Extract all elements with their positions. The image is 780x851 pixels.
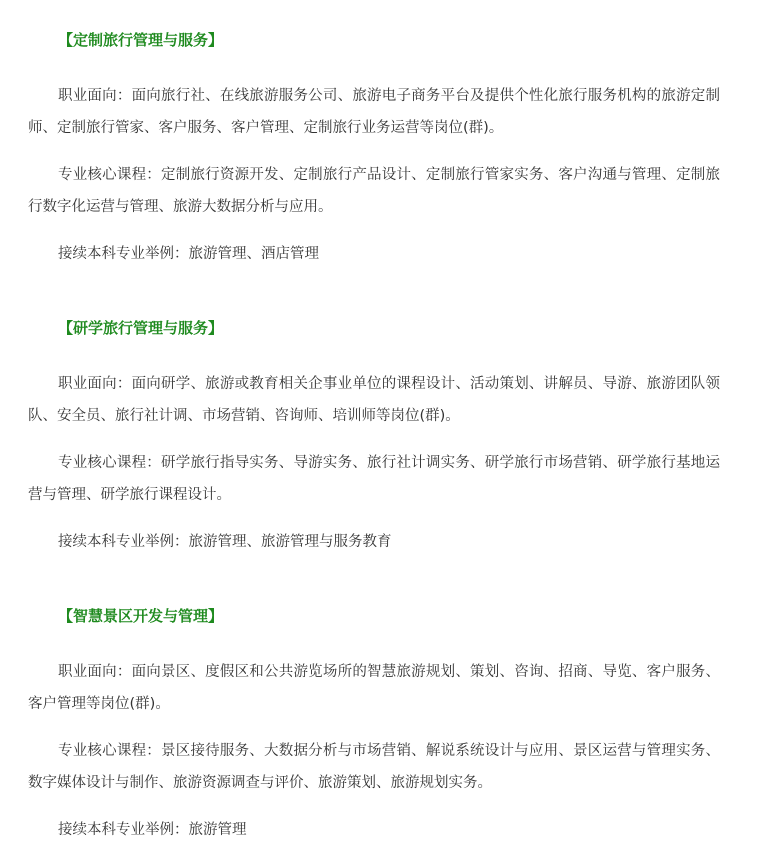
career-paragraph: 职业面向：面向旅行社、在线旅游服务公司、旅游电子商务平台及提供个性化旅行服务机构的旅游定制师、定制旅行管家、客户服务、客户管理、定制旅行业务运营等岗位(群)。: [28, 88, 720, 136]
major-section-smart-scenic: [28, 605, 720, 846]
major-section-custom-travel: [28, 29, 720, 270]
career-paragraph: 职业面向：面向研学、旅游或教育相关企事业单位的课程设计、活动策划、讲解员、导游、旅游团队领队、安全员、旅行社计调、市场营销、咨询师、培训师等岗位(群)。: [28, 376, 720, 424]
bachelor-paragraph: 接续本科专业举例：旅游管理、酒店管理: [58, 246, 319, 262]
career-paragraph: 职业面向：面向景区、度假区和公共游览场所的智慧旅游规划、策划、咨询、招商、导览、客户服务、客户管理等岗位(群)。: [28, 664, 720, 712]
core-courses-paragraph: 专业核心课程：定制旅行资源开发、定制旅行产品设计、定制旅行管家实务、客户沟通与管理、定制旅行数字化运营与管理、旅游大数据分析与应用。: [28, 167, 720, 215]
section-heading: 【研学旅行管理与服务】: [58, 319, 224, 337]
major-section-study-travel: [28, 317, 720, 558]
core-courses-paragraph: 专业核心课程：研学旅行指导实务、导游实务、旅行社计调实务、研学旅行市场营销、研学旅行基地运营与管理、研学旅行课程设计。: [28, 455, 720, 503]
core-courses-paragraph: 专业核心课程：景区接待服务、大数据分析与市场营销、解说系统设计与应用、景区运营与管理实务、数字媒体设计与制作、旅游资源调查与评价、旅游策划、旅游规划实务。: [28, 743, 720, 791]
bachelor-paragraph: 接续本科专业举例：旅游管理: [58, 822, 247, 838]
bachelor-paragraph: 接续本科专业举例：旅游管理、旅游管理与服务教育: [58, 534, 392, 550]
section-heading: 【智慧景区开发与管理】: [58, 607, 224, 625]
section-heading: 【定制旅行管理与服务】: [58, 31, 224, 49]
